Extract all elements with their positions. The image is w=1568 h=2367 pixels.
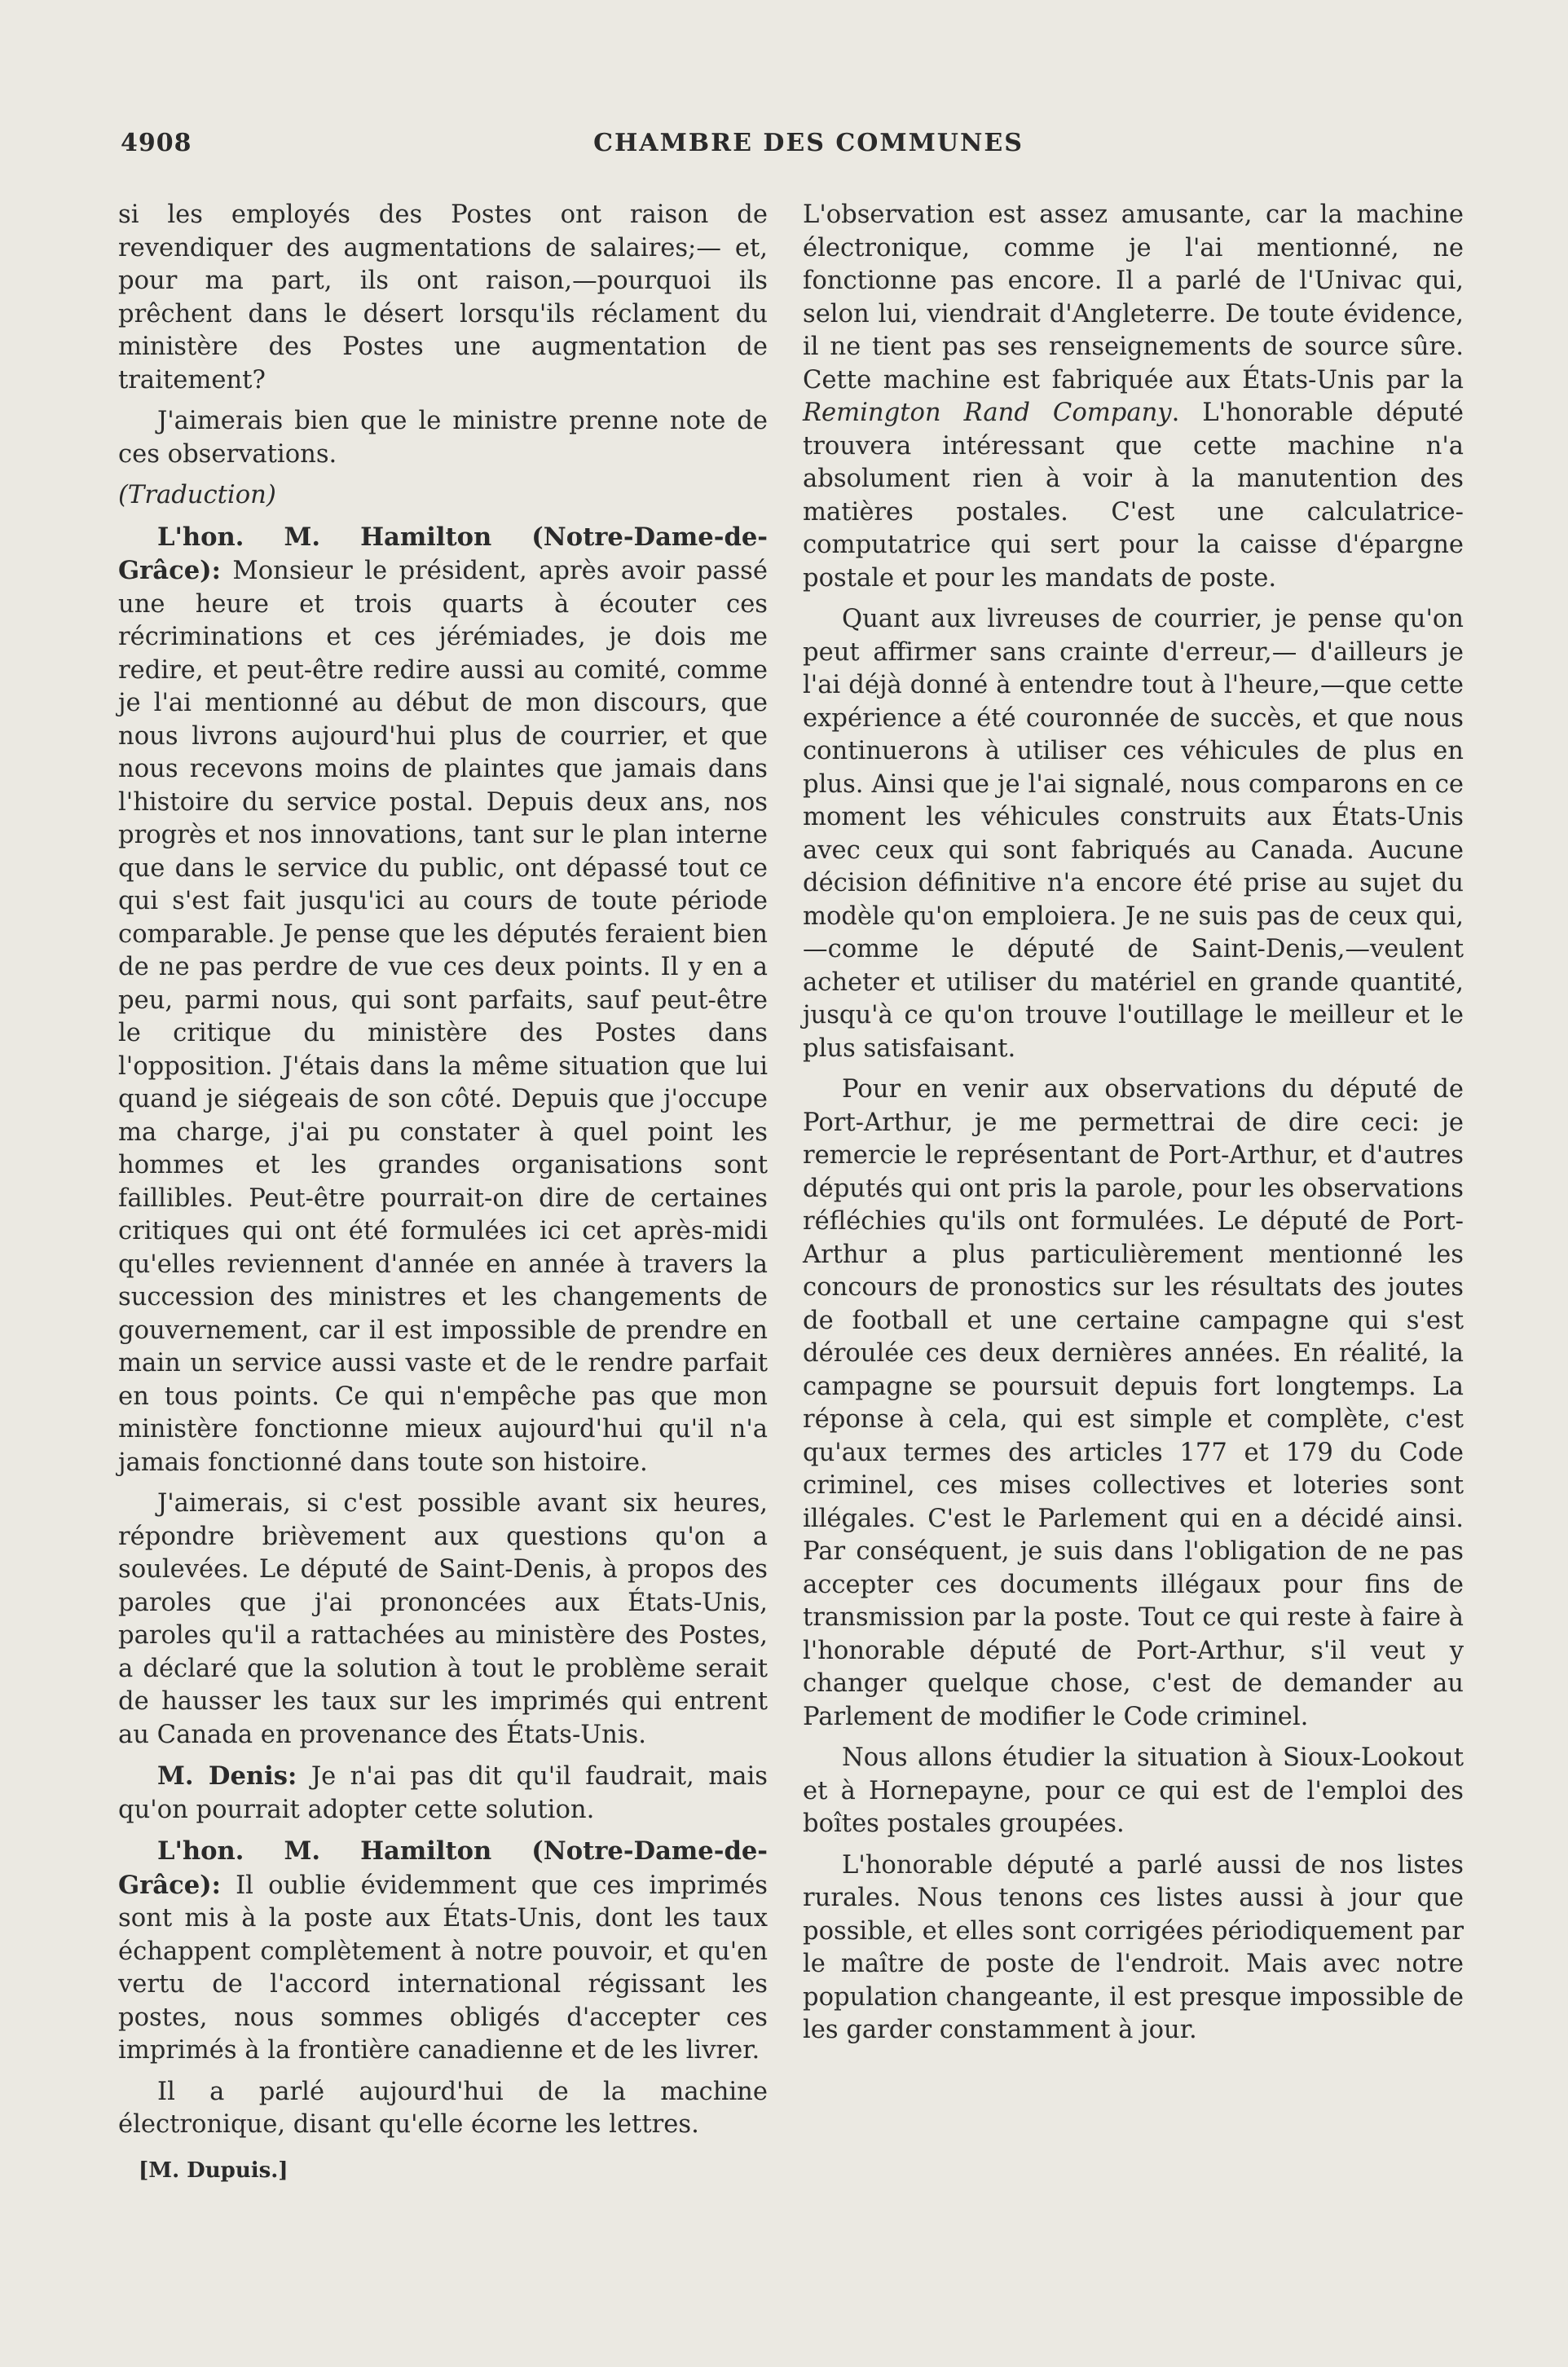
right-column: [803, 199, 1464, 2056]
paragraph: [803, 199, 1464, 595]
paragraph: J'aimerais bien que le ministre prenne note de ces observations.: [118, 407, 768, 469]
left-column: [118, 199, 768, 2150]
paragraph: Pour en venir aux observations du député de Port-Arthur, je me permettrai de dire ceci: je remercie le représentant de Port-Arthur, et d'autres députés qui ont pris la parole, pour les observations réfléchies qu'ils ont formulées. Le député de Port-Arthur a plus particulièrement mentionné les concours de pronostics sur les résultats des joutes de football et une certaine campagne qui s'est déroulée ces deux dernières années. En réalité, la campagne se poursuit depuis fort longtemps. La réponse à cela, qui est simple et complète, c'est qu'aux termes des articles 177 et 179 du Code criminel, ces mises collectives et loteries sont illégales. C'est le Parlement qui en a décidé ainsi. Par conséquent, je suis dans l'obligation de ne pas accepter ces documents illégaux pour fins de transmission par la poste. Tout ce qui reste à faire à l'honorable député de Port-Arthur, s'il veut y changer quelque chose, c'est de demander au Parlement de modifier le Code criminel.: [803, 1075, 1464, 1731]
speech-text: Je n'ai pas dit qu'il faudrait, mais qu'on pourrait adopter cette solution.: [118, 1762, 769, 1824]
footer-speaker-ref: [M. Dupuis.]: [139, 2158, 288, 2183]
speaker-name: L'hon. M. Hamilton (Notre-Dame-de-Grâce):: [118, 1836, 768, 1900]
speaker-name: M. Denis:: [157, 1761, 297, 1791]
speech-text: Il oublie évidemment que ces imprimés sont mis à la poste aux États-Unis, dont les taux échappent complètement à notre pouvoir, et qu'en vertu de l'accord international régissant les postes, nous sommes obligés d'accepter ces imprimés à la frontière canadienne et de les livrer.: [118, 1871, 768, 2065]
speech-paragraph: [118, 521, 768, 1480]
speaker-name: L'hon. M. Hamilton (Notre-Dame-de-Grâce):: [118, 522, 768, 585]
paragraph: Il a parlé aujourd'hui de la machine électronique, disant qu'elle écorne les lettres.: [118, 2077, 768, 2139]
page-header: [121, 129, 1496, 170]
text-run: . L'honorable député trouvera intéressant que cette machine n'a absolument rien à voir à la manutention des matières postales. C'est une calculatrice-computatrice qui sert pour la caisse d'épargne postale et pour les mandats de poste.: [803, 399, 1464, 593]
paragraph: Nous allons étudier la situation à Sioux-Lookout et à Hornepayne, pour ce qui est de l'emploi des boîtes postales groupées.: [803, 1743, 1464, 1838]
text-run: L'observation est assez amusante, car la machine électronique, comme je l'ai mentionné, ne fonctionne pas encore. Il a parlé de l'Univac qui, selon lui, viendrait d'Angleterre. De toute évidence, il ne tient pas ses renseignements de source sûre. Cette machine est fabriquée aux États-Unis par la: [803, 201, 1464, 394]
page-title: CHAMBRE DES COMMUNES: [593, 129, 1024, 157]
paragraph: J'aimerais, si c'est possible avant six heures, répondre brièvement aux questions qu'on a soulevées. Le député de Saint-Denis, à propos des paroles que j'ai prononcées aux États-Unis, paroles qu'il a rattachées au ministère des Postes, a déclaré que la solution à tout le problème serait de hausser les taux sur les imprimés qui entrent au Canada en provenance des États-Unis.: [118, 1489, 768, 1749]
speech-paragraph: [118, 1835, 768, 2068]
paragraph: L'honorable député a parlé aussi de nos listes rurales. Nous tenons ces listes aussi à jour que possible, et elles sont corrigées périodiquement par le maître de poste de l'endroit. Mais avec notre population changeante, il est presque impossible de les garder constamment à jour.: [803, 1850, 1464, 2044]
page-number: 4908: [121, 129, 192, 157]
translation-note: (Traduction): [118, 481, 276, 509]
company-name: Remington Rand Company: [803, 399, 1172, 427]
speech-paragraph: [118, 1760, 768, 1827]
speech-text: Monsieur le président, après avoir passé une heure et trois quarts à écouter ces récriminations et ces jérémiades, je dois me redire, et peut-être redire aussi au comité, comme je l'ai mentionné au début de mon discours, que nous livrons aujourd'hui plus de courrier, et que nous recevons moins de plaintes que jamais dans l'histoire du service postal. Depuis deux ans, nos progrès et nos innovations, tant sur le plan interne que dans le service du public, ont dépassé tout ce qui s'est fait jusqu'ici au cours de toute période comparable. Je pense que les députés feraient bien de ne pas perdre de vue ces deux points. Il y en a peu, parmi nous, qui sont parfaits, sauf peut-être le critique du ministère des Postes dans l'opposition. J'étais dans la même situation que lui quand je siégeais de son côté. Depuis que j'occupe ma charge, j'ai pu constater à quel point les hommes et les grandes organisations sont faillibles. Peut-être pourrait-on dire de certaines critiques qui ont été formulées ici cet après-midi qu'elles reviennent d'année en année à travers la succession des ministres et les changements de gouvernement, car il est impossible de prendre en main un service aussi vaste et de le rendre parfait en tous points. Ce qui n'empêche pas que mon ministère fonctionne mieux aujourd'hui qu'il n'a jamais fonctionné dans toute son histoire.: [118, 557, 768, 1477]
paragraph: Quant aux livreuses de courrier, je pense qu'on peut affirmer sans crainte d'erreur,— d'ailleurs je l'ai déjà donné à entendre tout à l'heure,—que cette expérience a été couronnée de succès, et que nous continuerons à utiliser ces véhicules de plus en plus. Ainsi que je l'ai signalé, nous comparons en ce moment les véhicules construits aux États-Unis avec ceux qui sont fabriqués au Canada. Aucune décision définitive n'a encore été prise au sujet du modèle qu'on emploiera. Je ne suis pas de ceux qui,—comme le député de Saint-Denis,—veulent acheter et utiliser du matériel en grande quantité, jusqu'à ce qu'on trouve l'outillage le meilleur et le plus satisfaisant.: [803, 605, 1464, 1063]
paragraph: si les employés des Postes ont raison de revendiquer des augmentations de salaires;— et, pour ma part, ils ont raison,—pourquoi ils prêchent dans le désert lorsqu'ils réclament du ministère des Postes une augmentation de traitement?: [118, 201, 768, 394]
